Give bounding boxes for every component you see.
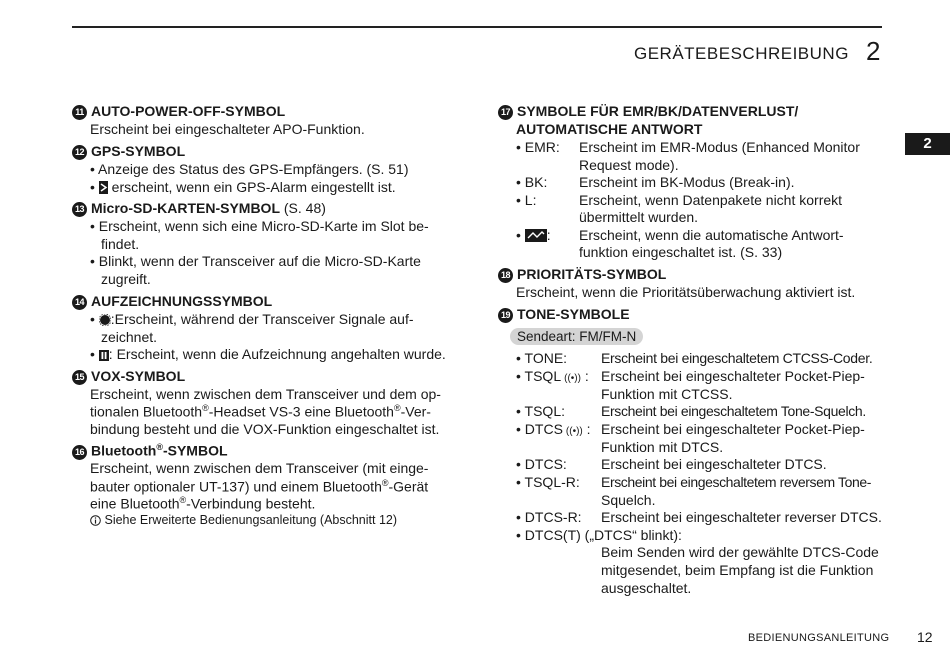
label-tsql-bell: • TSQL ((•)) : bbox=[516, 368, 589, 384]
text-dtcs-t-3: ausgeschaltet. bbox=[601, 580, 692, 596]
heading-emr-bk: 17 SYMBOLE FÜR EMR/BK/DATENVERLUST/ bbox=[498, 103, 798, 120]
text-tsql-r-1: Erscheint bei eingeschaltetem reversem Tone- bbox=[601, 474, 872, 490]
label-auto-answer: • : bbox=[516, 227, 551, 243]
heading-bluetooth: 16 Bluetooth®-SYMBOL bbox=[72, 442, 228, 460]
text-tsql-bell-1: Erscheint bei eingeschalteter Pocket-Piep- bbox=[601, 368, 865, 384]
pause-icon bbox=[99, 348, 109, 364]
label-tsql: • TSQL: bbox=[516, 403, 565, 419]
text-dtcs-t-1: Beim Senden wird der gewählte DTCS-Code bbox=[601, 544, 879, 560]
text-recording-paused: • : Erscheint, wenn die Aufzeichnung angehalten wurde. bbox=[90, 346, 446, 362]
label-emr: • EMR: bbox=[516, 139, 560, 155]
header-rule bbox=[72, 26, 882, 28]
text-bt-3: eine Bluetooth®-Verbindung besteht. bbox=[90, 495, 316, 512]
text-dtcs: Erscheint bei eingeschalteter DTCS. bbox=[601, 456, 827, 472]
text-dtcs-t-2: mitgesendet, beim Empfang ist die Funktion bbox=[601, 562, 874, 578]
text-apo: Erscheint bei eingeschalteter APO-Funktion. bbox=[90, 121, 365, 137]
item-number: 12 bbox=[72, 145, 87, 160]
recording-icon bbox=[99, 313, 111, 329]
text-tone: Erscheint bei eingeschaltetem CTCSS-Coder. bbox=[601, 350, 873, 366]
text-gps-alarm: • erscheint, wenn ein GPS-Alarm eingestellt ist. bbox=[90, 179, 396, 195]
text-bt-1: Erscheint, wenn zwischen dem Transceiver (mit einge- bbox=[90, 460, 429, 476]
heading-auto-power-off: 11 AUTO-POWER-OFF-SYMBOL bbox=[72, 103, 285, 120]
heading-micro-sd: 13 Micro-SD-KARTEN-SYMBOL (S. 48) bbox=[72, 200, 326, 217]
item-number: 11 bbox=[72, 105, 87, 120]
label-bk: • BK: bbox=[516, 174, 548, 190]
section-title: GERÄTEBESCHREIBUNG bbox=[634, 44, 849, 63]
info-icon bbox=[90, 515, 101, 529]
item-number: 18 bbox=[498, 268, 513, 283]
text-dtcs-bell-1: Erscheint bei eingeschalteter Pocket-Piep- bbox=[601, 421, 865, 437]
page-number: 12 bbox=[917, 629, 933, 645]
mode-pill: Sendeart: FM/FM-N bbox=[510, 328, 643, 346]
text-recording-cont: zeichnet. bbox=[101, 329, 158, 345]
text-bk: Erscheint im BK-Modus (Break-in). bbox=[579, 174, 795, 190]
text-sd-access-cont: zugreift. bbox=[101, 271, 151, 287]
text-vox-3: bindung besteht und die VOX-Funktion eingeschaltet ist. bbox=[90, 421, 440, 437]
text-auto-answer-1: Erscheint, wenn die automatische Antwort- bbox=[579, 227, 844, 243]
heading-tone: 19 TONE-SYMBOLE bbox=[498, 306, 630, 323]
label-l: • L: bbox=[516, 192, 537, 208]
text-l-1: Erscheint, wenn Datenpakete nicht korrekt bbox=[579, 192, 843, 208]
item-number: 13 bbox=[72, 202, 87, 217]
heading-vox: 15 VOX-SYMBOL bbox=[72, 368, 185, 385]
pocket-beep-icon: ((•)) bbox=[565, 426, 583, 437]
item-number: 14 bbox=[72, 295, 87, 310]
heading-gps: 12 GPS-SYMBOL bbox=[72, 143, 185, 160]
pocket-beep-icon: ((•)) bbox=[564, 373, 581, 384]
chapter-number: 2 bbox=[866, 36, 881, 66]
text-gps-status: • Anzeige des Status des GPS-Empfängers. (S. 51) bbox=[90, 161, 409, 177]
label-tone: • TONE: bbox=[516, 350, 568, 366]
heading-priority: 18 PRIORITÄTS-SYMBOL bbox=[498, 266, 666, 283]
label-dtcs-t: • DTCS(T) („DTCS“ blinkt): bbox=[516, 527, 682, 543]
item-number: 16 bbox=[72, 445, 87, 460]
text-recording: • :Erscheint, während der Transceiver Signale auf- bbox=[90, 311, 414, 327]
label-tsql-r: • TSQL-R: bbox=[516, 474, 580, 490]
item-number: 15 bbox=[72, 370, 87, 385]
text-dtcs-r: Erscheint bei eingeschalteter reverser DTCS. bbox=[601, 509, 882, 525]
text-emr-1: Erscheint im EMR-Modus (Enhanced Monitor bbox=[579, 139, 860, 155]
text-tsql: Erscheint bei eingeschaltetem Tone-Squelch. bbox=[601, 403, 866, 419]
text-sd-insert: • Erscheint, wenn sich eine Micro-SD-Karte im Slot be- bbox=[90, 218, 429, 234]
text-l-2: übermittelt wurden. bbox=[579, 209, 699, 225]
footer-label: BEDIENUNGSANLEITUNG bbox=[748, 632, 890, 644]
text-sd-access: • Blinkt, wenn der Transceiver auf die Micro-SD-Karte bbox=[90, 253, 421, 269]
text-priority: Erscheint, wenn die Prioritätsüberwachung aktiviert ist. bbox=[516, 284, 856, 300]
reference-note: Siehe Erweiterte Bedienungsanleitung (Abschnitt 12) bbox=[90, 513, 397, 529]
heading-emr-bk-cont: AUTOMATISCHE ANTWORT bbox=[516, 121, 703, 137]
item-number: 19 bbox=[498, 308, 513, 323]
text-vox-1: Erscheint, wenn zwischen dem Transceiver und dem op- bbox=[90, 386, 441, 402]
label-dtcs-bell: • DTCS ((•)) : bbox=[516, 421, 591, 437]
text-tsql-r-2: Squelch. bbox=[601, 492, 656, 508]
text-dtcs-bell-2: Funktion mit DTCS. bbox=[601, 439, 724, 455]
text-emr-2: Request mode). bbox=[579, 157, 679, 173]
label-dtcs-r: • DTCS-R: bbox=[516, 509, 582, 525]
text-tsql-bell-2: Funktion mit CTCSS. bbox=[601, 386, 733, 402]
auto-answer-icon bbox=[525, 229, 547, 245]
label-dtcs: • DTCS: bbox=[516, 456, 567, 472]
text-sd-insert-cont: findet. bbox=[101, 236, 140, 252]
text-auto-answer-2: funktion eingeschaltet ist. (S. 33) bbox=[579, 244, 783, 260]
item-number: 17 bbox=[498, 105, 513, 120]
heading-recording: 14 AUFZEICHNUNGSSYMBOL bbox=[72, 293, 272, 310]
text-vox-2: tionalen Bluetooth®-Headset VS-3 eine Bluetooth®-Ver- bbox=[90, 403, 431, 420]
chapter-tab: 2 bbox=[905, 133, 950, 155]
text-bt-2: bauter optionaler UT-137) und einem Bluetooth®-Gerät bbox=[90, 478, 429, 495]
gps-alarm-icon bbox=[99, 181, 108, 197]
